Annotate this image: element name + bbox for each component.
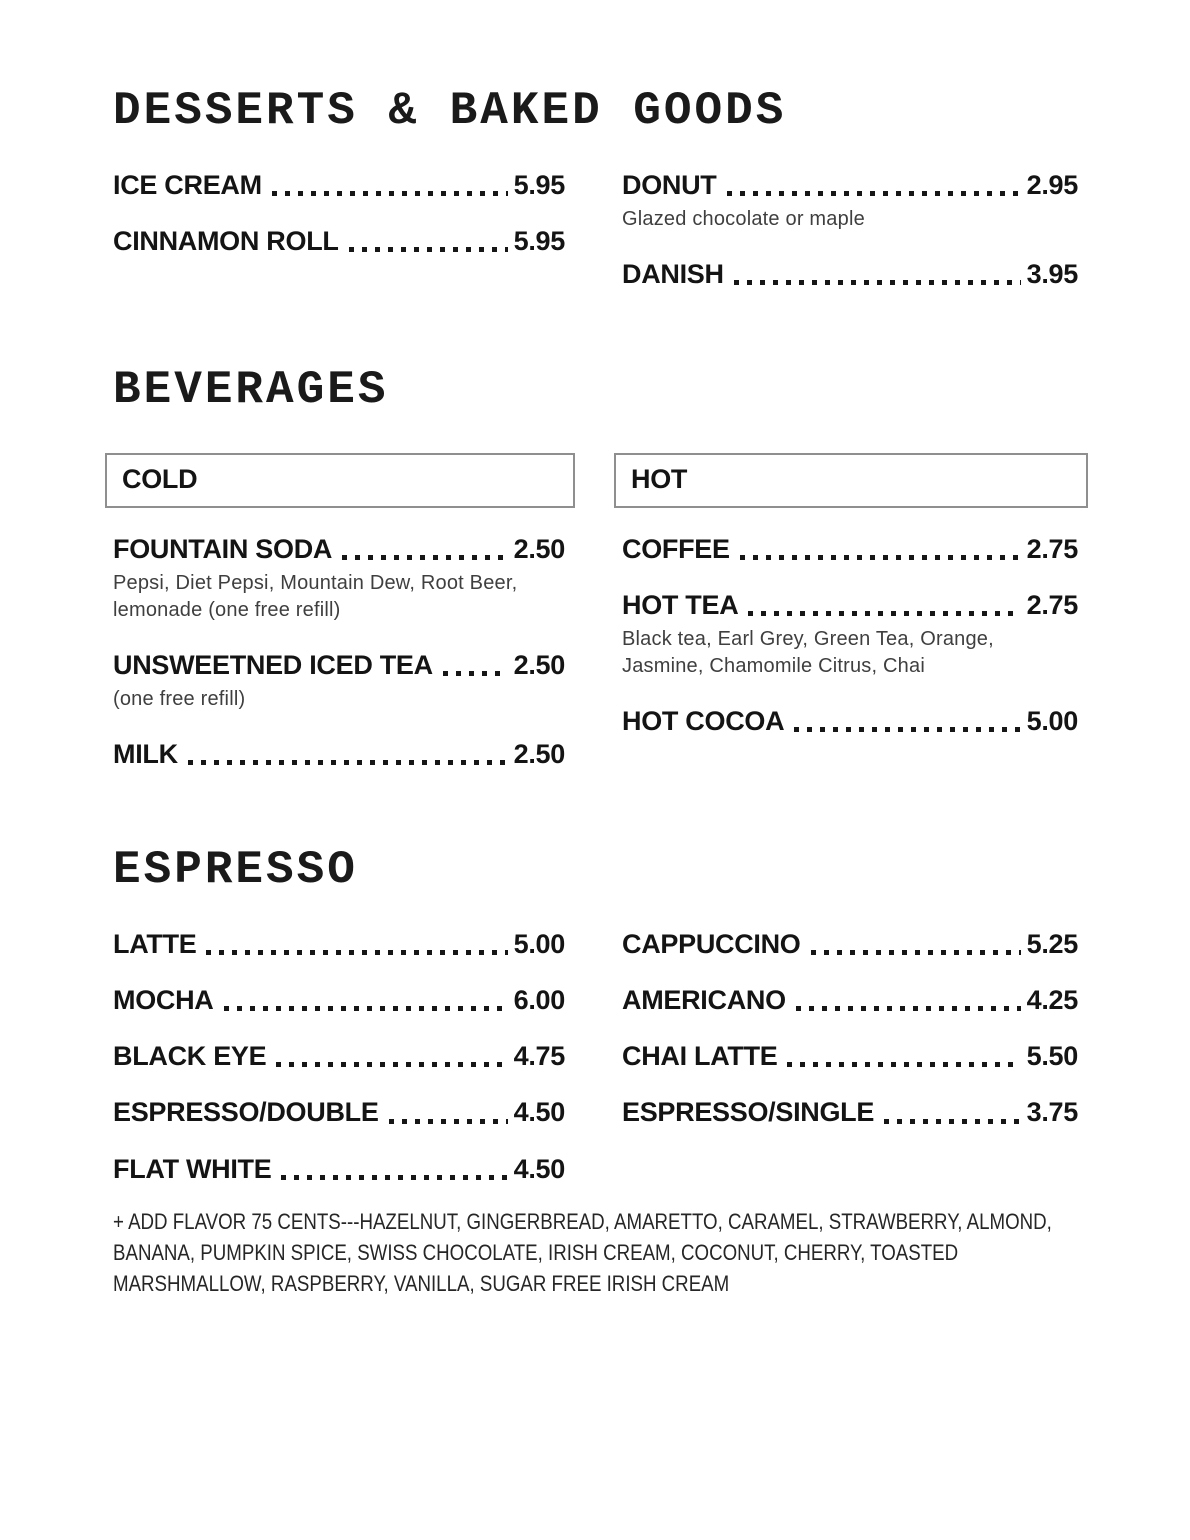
menu-item-cinnamon-roll xyxy=(113,226,565,256)
menu-item-coffee xyxy=(622,534,1078,564)
menu-item-price: 5.00 xyxy=(1026,705,1078,736)
menu-item-name: CAPPUCCINO xyxy=(622,928,801,959)
menu-item-espresso-double xyxy=(113,1097,565,1127)
espresso-columns xyxy=(113,903,1078,1184)
menu-item-milk xyxy=(113,739,565,769)
dot-leader xyxy=(811,950,1021,955)
section-title-espresso: ESPRESSO xyxy=(113,844,358,897)
dot-leader xyxy=(272,191,508,196)
section-desserts xyxy=(113,86,1078,289)
menu-item-price: 5.00 xyxy=(513,928,565,959)
menu-item-price: 2.50 xyxy=(513,738,565,769)
category-label: HOT xyxy=(631,463,688,494)
menu-item-name: FLAT WHITE xyxy=(113,1153,272,1184)
category-box-hot xyxy=(614,453,1088,508)
menu-item-price: 4.25 xyxy=(1026,984,1078,1015)
menu-item-price: 2.75 xyxy=(1026,533,1078,564)
dot-leader xyxy=(206,950,507,955)
espresso-right-column xyxy=(622,903,1078,1128)
menu-item-price: 5.50 xyxy=(1026,1041,1078,1072)
menu-item-name: CINNAMON ROLL xyxy=(113,225,339,256)
menu-item-americano xyxy=(622,985,1078,1015)
dot-leader xyxy=(188,760,508,765)
menu-item-price: 6.00 xyxy=(513,984,565,1015)
desserts-right-column xyxy=(622,144,1078,289)
section-title-beverages: BEVERAGES xyxy=(113,363,389,416)
menu-item-donut xyxy=(622,170,1078,200)
dot-leader xyxy=(734,280,1021,285)
menu-item-unsweetned-iced-tea xyxy=(113,650,565,680)
menu-item-latte xyxy=(113,929,565,959)
menu-item-name: LATTE xyxy=(113,928,197,959)
menu-item-ice-cream xyxy=(113,170,565,200)
menu-item-mocha xyxy=(113,985,565,1015)
dot-leader xyxy=(443,671,508,676)
menu-item-price: 2.50 xyxy=(513,649,565,680)
dot-leader xyxy=(748,611,1020,616)
menu-item-name: CHAI LATTE xyxy=(622,1041,778,1072)
menu-item-name: BLACK EYE xyxy=(113,1041,267,1072)
menu-item-name: DANISH xyxy=(622,258,724,289)
dot-leader xyxy=(884,1119,1021,1124)
add-flavor-footnote: + ADD FLAVOR 75 CENTS---HAZELNUT, GINGERBREAD, AMARETTO, CARAMEL, STRAWBERRY, ALMOND, BANANA, PUMPKIN SPICE, SWISS CHOCOLATE, IRISH CREAM, COCONUT, CHERRY, TOASTED MARSHMALLOW, RASPBERRY, VANILLA, SUGAR FREE IRISH CREAM xyxy=(113,1208,1052,1297)
menu-item-name: HOT TEA xyxy=(622,589,739,620)
menu-item-price: 3.75 xyxy=(1026,1097,1078,1128)
section-beverages xyxy=(113,365,1078,769)
dot-leader xyxy=(727,191,1021,196)
dot-leader xyxy=(281,1175,507,1180)
menu-item-price: 2.75 xyxy=(1026,589,1078,620)
menu-item-price: 4.50 xyxy=(513,1153,565,1184)
menu-item-name: UNSWEETNED ICED TEA xyxy=(113,649,433,680)
dot-leader xyxy=(794,727,1020,732)
dot-leader xyxy=(224,1006,508,1011)
dot-leader xyxy=(740,555,1021,560)
menu-item-name: ESPRESSO/DOUBLE xyxy=(113,1097,379,1128)
menu-item-black-eye xyxy=(113,1041,565,1071)
menu-item-description: (one free refill) xyxy=(113,687,246,710)
menu-item-fountain-soda xyxy=(113,534,565,564)
menu-item-price: 4.50 xyxy=(513,1097,565,1128)
menu-item-hot-tea xyxy=(622,590,1078,620)
menu-item-name: MILK xyxy=(113,738,178,769)
beverages-hot-column xyxy=(622,423,1078,737)
beverages-columns xyxy=(113,423,1078,770)
menu-item-flat-white xyxy=(113,1154,565,1184)
espresso-left-column xyxy=(113,903,565,1184)
menu-item-hot-cocoa xyxy=(622,706,1078,736)
menu-item-price: 4.75 xyxy=(513,1041,565,1072)
menu-item-name: DONUT xyxy=(622,169,717,200)
menu-item-chai-latte xyxy=(622,1041,1078,1071)
menu-item-description: Pepsi, Diet Pepsi, Mountain Dew, Root Beer, lemonade (one free refill) xyxy=(113,571,518,621)
dot-leader xyxy=(276,1062,507,1067)
menu-item-description: Black tea, Earl Grey, Green Tea, Orange, Jasmine, Chamomile Citrus, Chai xyxy=(622,627,994,677)
menu-item-description: Glazed chocolate or maple xyxy=(622,207,865,230)
category-box-cold xyxy=(105,453,575,508)
menu-item-name: FOUNTAIN SODA xyxy=(113,533,333,564)
dot-leader xyxy=(342,555,508,560)
menu-item-price: 2.50 xyxy=(513,533,565,564)
desserts-left-column xyxy=(113,144,565,256)
dot-leader xyxy=(389,1119,508,1124)
menu-item-espresso-single xyxy=(622,1097,1078,1127)
menu-item-price: 3.95 xyxy=(1026,258,1078,289)
dot-leader xyxy=(787,1062,1020,1067)
menu-item-name: COFFEE xyxy=(622,533,730,564)
menu-item-name: ICE CREAM xyxy=(113,169,262,200)
menu-item-price: 5.95 xyxy=(513,225,565,256)
dot-leader xyxy=(349,247,508,252)
menu-item-price: 2.95 xyxy=(1026,169,1078,200)
menu-item-name: MOCHA xyxy=(113,984,214,1015)
desserts-columns xyxy=(113,144,1078,289)
menu-item-danish xyxy=(622,259,1078,289)
menu-item-name: HOT COCOA xyxy=(622,705,785,736)
menu-item-cappuccino xyxy=(622,929,1078,959)
menu-item-price: 5.25 xyxy=(1026,928,1078,959)
menu-item-name: AMERICANO xyxy=(622,984,786,1015)
dot-leader xyxy=(796,1006,1021,1011)
menu-item-price: 5.95 xyxy=(513,169,565,200)
section-espresso xyxy=(113,845,1078,1299)
category-label: COLD xyxy=(122,463,198,494)
menu-item-name: ESPRESSO/SINGLE xyxy=(622,1097,875,1128)
section-title-desserts: DESSERTS & BAKED GOODS xyxy=(113,85,787,137)
beverages-cold-column xyxy=(113,423,565,770)
